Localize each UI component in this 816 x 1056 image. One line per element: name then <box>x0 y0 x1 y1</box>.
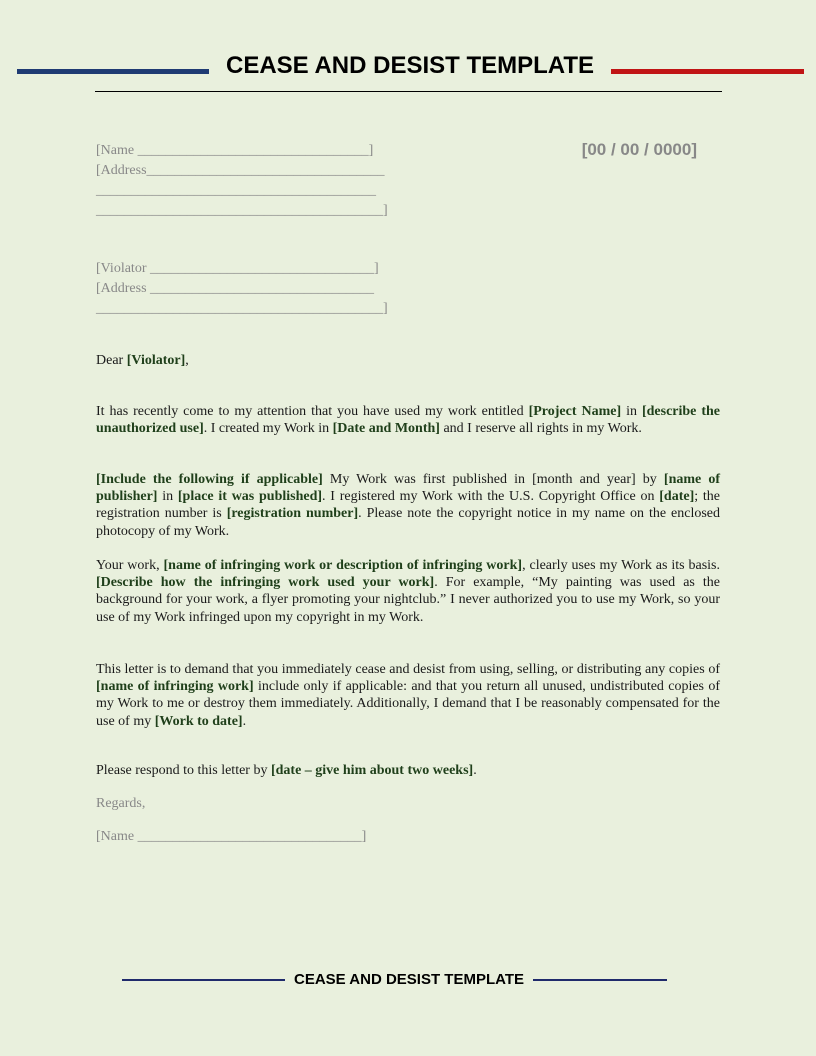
header-right-bar <box>611 69 804 74</box>
salutation: Dear [Violator], <box>96 353 189 368</box>
sender-address-line-2[interactable]: ________________________________________ <box>96 183 376 198</box>
sender-address-line-3[interactable]: _________________________________________] <box>96 203 388 218</box>
sender-address-field[interactable]: [Address__________________________________ <box>96 163 385 178</box>
sender-name-field[interactable]: [Name _________________________________] <box>96 143 374 158</box>
closing-regards: Regards, <box>96 796 146 811</box>
paragraph-publication: [Include the following if applicable] My Work was first published in [month and year] by [name of publisher] in [place it was published]. I registered my Work with the U.S. Copyright Office on [date]; the registration number is [registration number]. Please note the copyright notice in my name on the enclosed photocopy of my Work. <box>96 472 721 539</box>
footer-title: CEASE AND DESIST TEMPLATE <box>293 971 525 988</box>
paragraph-respond: Please respond to this letter by [date – give him about two weeks]. <box>96 763 477 778</box>
closing-name-field[interactable]: [Name ________________________________] <box>96 829 367 844</box>
footer-right-line <box>533 979 667 981</box>
title-underline <box>95 91 722 92</box>
violator-address-field[interactable]: [Address ________________________________ <box>96 281 375 296</box>
paragraph-infringement: Your work, [name of infringing work or description of infringing work], clearly uses my Work as its basis. [Describe how the infringing work used your work]. For example, “My painting was used as the background for your work, a flyer promoting your nightclub.” I never authorized you to use my Work, so your use of my Work infringed upon my copyright in my Work. <box>96 558 720 625</box>
header-left-bar <box>17 69 209 74</box>
date-field[interactable]: [00 / 00 / 0000] <box>581 140 697 159</box>
page-title: CEASE AND DESIST TEMPLATE <box>225 52 595 79</box>
paragraph-attention: It has recently come to my attention that you have used my work entitled [Project Name] in [describe the unauthorized use]. I created my Work in [Date and Month] and I reserve all rights in my Work. <box>96 404 721 437</box>
footer-left-line <box>122 979 285 981</box>
paragraph-demand: This letter is to demand that you immediately cease and desist from using, selling, or distributing any copies of [name of infringing work] include only if applicable: and that you return all unused, undistributed copies of my Work to me or destroy them immediately. Additionally, I demand that I be reasonably compensated for the use of my [Work to date]. <box>96 662 720 729</box>
violator-address-line-2[interactable]: _________________________________________] <box>96 301 388 316</box>
violator-name-field[interactable]: [Violator ________________________________] <box>96 261 379 276</box>
